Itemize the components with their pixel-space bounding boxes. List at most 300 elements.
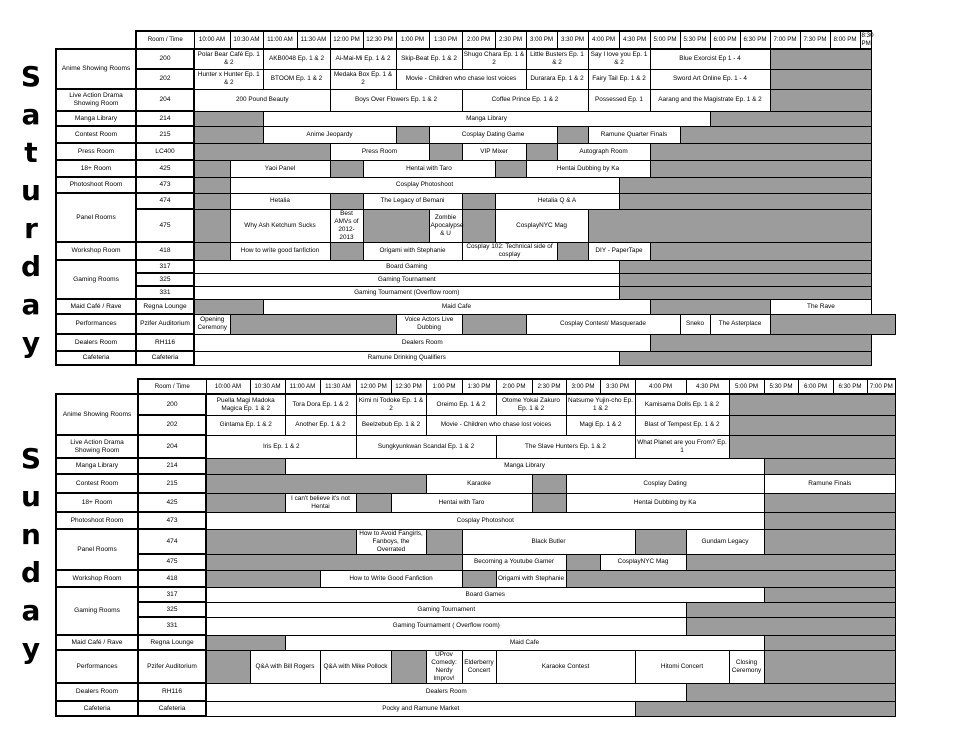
room-time-header: Room / Time	[136, 31, 194, 49]
room-number-331: 331	[136, 286, 194, 299]
event-i-can-t-believe-it-s-not-hentai: I can't believe it's not Hentai	[285, 493, 356, 512]
unavailable-slot	[230, 314, 396, 334]
room-name-manga-library: Manga Library	[56, 111, 136, 126]
event-beelzebub-ep-1-2: Beelzebub Ep. 1 & 2	[356, 415, 426, 435]
room-number-215: 215	[138, 474, 206, 493]
event-hetalia-q-a: Hetalia Q & A	[495, 193, 619, 209]
room-name-panel-rooms: Panel Rooms	[56, 529, 138, 570]
unavailable-slot	[635, 701, 896, 716]
unavailable-slot	[764, 635, 896, 650]
event-gaming-tournament: Gaming Tournament	[194, 273, 619, 286]
time-header-12-00-pm: 12:00 PM	[330, 31, 363, 49]
unavailable-slot	[619, 193, 872, 209]
unavailable-slot	[619, 286, 872, 299]
room-number-regna-lounge: Regna Lounge	[136, 299, 194, 314]
unavailable-slot	[770, 69, 872, 89]
room-name-anime-showing-rooms: Anime Showing Rooms	[56, 394, 138, 435]
unavailable-slot	[194, 193, 230, 209]
unavailable-slot	[462, 570, 496, 587]
time-header-3-30-pm: 3:30 PM	[600, 379, 635, 394]
unavailable-slot	[566, 554, 600, 570]
room-number-475: 475	[136, 209, 194, 242]
unavailable-slot	[729, 415, 896, 435]
event-the-rave: The Rave	[770, 299, 872, 314]
unavailable-slot	[686, 554, 896, 570]
time-header-7-00-pm: 7:00 PM	[867, 379, 896, 394]
unavailable-slot	[194, 242, 230, 260]
schedule-row	[56, 635, 896, 650]
room-number-cafeteria: Cafeteria	[136, 351, 194, 365]
room-number-325: 325	[138, 602, 206, 617]
event-opening-ceremony: Opening Ceremony	[194, 314, 230, 334]
unavailable-slot	[686, 602, 896, 617]
room-number-473: 473	[136, 177, 194, 193]
schedule-row	[56, 126, 896, 143]
event-ai-mai-mi-ep-1-2: Ai-Mai-Mi Ep. 1 & 2	[330, 49, 396, 69]
event-gaming-tournament-overflow-room: Gaming Tournament ( Overflow room)	[206, 617, 686, 635]
time-header-4-00-pm: 4:00 PM	[588, 31, 619, 49]
room-name-cafeteria: Cafeteria	[56, 701, 138, 716]
unavailable-slot	[194, 143, 330, 160]
event-best-amvs-of-2012-2013: Best AMVs of 2012-2013	[330, 209, 363, 242]
room-number-cafeteria: Cafeteria	[138, 701, 206, 716]
room-name-dealers-room: Dealers Room	[56, 334, 136, 351]
event-aarang-and-the-magistrate-ep-1-2: Aarang and the Magistrate Ep. 1 & 2	[650, 89, 770, 111]
time-header-2-00-pm: 2:00 PM	[496, 379, 532, 394]
event-hentai-dubbing-by-ka: Hentai Dubbing by Ka	[526, 160, 650, 177]
time-header-4-00-pm: 4:00 PM	[635, 379, 686, 394]
unavailable-slot	[532, 493, 566, 512]
event-vip-mixer: VIP Mixer	[462, 143, 526, 160]
schedule-row	[56, 529, 896, 554]
event-dealers-room: Dealers Room	[206, 683, 686, 701]
room-number-418: 418	[136, 242, 194, 260]
unavailable-slot	[764, 650, 896, 683]
schedule-row	[56, 650, 896, 683]
event-anime-jeopardy: Anime Jeopardy	[263, 126, 396, 143]
event-cosplay-102-technical-side-of-cosplay: Cosplay 102: Technical side of cosplay	[462, 242, 557, 260]
event-board-games: Board Games	[206, 587, 764, 602]
room-name-live-action-drama-showing-room: Live Action Drama Showing Room	[56, 435, 138, 458]
event-how-to-avoid-fangirls-fanboys-the-overrated: How to Avoid Fangirls, Fanboys, the Overrated	[356, 529, 426, 554]
event-blast-of-tempest-ep-1-2: Blast of Tempest Ep. 1 & 2	[635, 415, 729, 435]
event-movie-children-who-chase-lost-voices: Movie - Children who chase lost voices	[396, 69, 526, 89]
event-cosplay-contest-masquerade: Cosplay Contest/ Masquerade	[526, 314, 680, 334]
event-gundam-legacy: Gundam Legacy	[686, 529, 764, 554]
sunday-day-label: S u n d a y	[20, 442, 42, 665]
schedule-row	[56, 69, 896, 89]
event-puella-magi-madoka-magica-ep-1-2: Puella Magi Madoka Magica Ep. 1 & 2	[206, 394, 285, 415]
unavailable-slot	[764, 493, 896, 512]
time-header-3-00-pm: 3:00 PM	[566, 379, 600, 394]
room-number-214: 214	[138, 458, 206, 474]
unavailable-slot	[770, 89, 872, 111]
event-gintama-ep-1-2: Gintama Ep. 1 & 2	[206, 415, 285, 435]
time-header-5-30-pm: 5:30 PM	[680, 31, 710, 49]
event-voice-actors-live-dubbing: Voice Actors Live Dubbing	[396, 314, 462, 334]
room-name-photoshoot-room: Photoshoot Room	[56, 512, 138, 529]
time-header-7-00-pm: 7:00 PM	[770, 31, 800, 49]
unavailable-slot	[396, 126, 429, 143]
time-header-1-30-pm: 1:30 PM	[429, 31, 462, 49]
unavailable-slot	[206, 570, 320, 587]
unavailable-slot	[194, 209, 230, 242]
event-shugo-chara-ep-1-2: Shugo Chara Ep. 1 & 2	[462, 49, 526, 69]
room-number-425: 425	[136, 160, 194, 177]
event-otome-yokai-zakuro-ep-1-2: Otome Yokai Zakuro Ep. 1 & 2	[496, 394, 566, 415]
unavailable-slot	[557, 126, 588, 143]
header-corner	[56, 379, 138, 394]
unavailable-slot	[770, 49, 872, 69]
room-name-panel-rooms: Panel Rooms	[56, 193, 136, 242]
room-name-live-action-drama-showing-room: Live Action Drama Showing Room	[56, 89, 136, 111]
unavailable-slot	[462, 314, 526, 334]
schedule-row	[56, 260, 896, 273]
schedule-row	[56, 314, 896, 334]
unavailable-slot	[650, 160, 872, 177]
event-magi-ep-1-2: Magi Ep. 1 & 2	[566, 415, 635, 435]
event-durarara-ep-1-2: Durarara Ep. 1 & 2	[526, 69, 588, 89]
room-number-325: 325	[136, 273, 194, 286]
event-hetalia: Hetalia	[230, 193, 330, 209]
event-tora-dora-ep-1-2: Tora Dora Ep. 1 & 2	[285, 394, 356, 415]
schedule-row	[56, 435, 896, 458]
saturday-schedule-table	[55, 30, 896, 366]
event-press-room: Press Room	[330, 143, 429, 160]
unavailable-slot	[206, 474, 426, 493]
event-sneko: Sneko	[680, 314, 710, 334]
time-header-5-00-pm: 5:00 PM	[650, 31, 680, 49]
event-uprov-comedy-nerdy-improv: UProv Comedy: Nerdy Improv!	[426, 650, 462, 683]
schedule-row	[56, 351, 896, 365]
event-another-ep-1-2: Another Ep. 1 & 2	[285, 415, 356, 435]
event-gaming-tournament-overflow-room: Gaming Tournament (Overflow room)	[194, 286, 619, 299]
room-name-18-room: 18+ Room	[56, 160, 136, 177]
event-how-to-write-good-fanfiction: How to write good fanfiction	[230, 242, 330, 260]
room-number-474: 474	[136, 193, 194, 209]
time-header-3-30-pm: 3:30 PM	[557, 31, 588, 49]
event-maid-cafe: Maid Cafe	[285, 635, 764, 650]
room-name-press-room: Press Room	[56, 143, 136, 160]
time-header-2-30-pm: 2:30 PM	[495, 31, 526, 49]
room-name-gaming-rooms: Gaming Rooms	[56, 587, 138, 635]
schedule-row	[56, 160, 896, 177]
unavailable-slot	[650, 299, 770, 314]
event-zombie-apocalypse-u: Zombie Apocalypse & U	[429, 209, 462, 242]
unavailable-slot	[330, 193, 363, 209]
unavailable-slot	[619, 273, 872, 286]
unavailable-slot	[194, 160, 230, 177]
room-number-475: 475	[138, 554, 206, 570]
room-number-215: 215	[136, 126, 194, 143]
unavailable-slot	[635, 529, 686, 554]
sunday-schedule-table	[55, 378, 896, 717]
time-header-8-00-pm: 8:00 PM	[830, 31, 860, 49]
time-header-4-30-pm: 4:30 PM	[619, 31, 650, 49]
unavailable-slot	[764, 529, 896, 554]
unavailable-slot	[764, 587, 896, 602]
header-row	[56, 31, 896, 49]
event-yaoi-panel: Yaoi Panel	[230, 160, 330, 177]
unavailable-slot	[686, 617, 896, 635]
room-number-317: 317	[138, 587, 206, 602]
room-number-200: 200	[136, 49, 194, 69]
room-name-performances: Performances	[56, 650, 138, 683]
event-closing-ceremony: Closing Ceremony	[729, 650, 764, 683]
time-header-10-30-am: 10:30 AM	[250, 379, 285, 394]
room-number-214: 214	[136, 111, 194, 126]
room-number-473: 473	[138, 512, 206, 529]
event-q-a-with-bill-rogers: Q&A with Bill Rogers	[250, 650, 320, 683]
unavailable-slot	[650, 334, 872, 351]
event-cosplay-dating-game: Cosplay Dating Game	[429, 126, 557, 143]
schedule-row	[56, 701, 896, 716]
event-karaoke-contest: Karaoke Contest	[496, 650, 635, 683]
unavailable-slot	[710, 111, 872, 126]
unavailable-slot	[429, 143, 462, 160]
event-say-i-love-you-ep-1-2: Say I love you Ep. 1 & 2	[588, 49, 650, 69]
event-origami-with-stephanie: Origami with Stephanie	[496, 570, 566, 587]
room-number-425: 425	[138, 493, 206, 512]
event-karaoke: Karaoke	[426, 474, 532, 493]
room-number-204: 204	[136, 89, 194, 111]
event-black-butler: Black Butler	[462, 529, 635, 554]
schedule-row	[56, 111, 896, 126]
unavailable-slot	[391, 650, 426, 683]
schedule-row	[56, 273, 896, 286]
event-cosplay-photoshoot: Cosplay Photoshoot	[206, 512, 764, 529]
event-medaka-box-ep-1-2: Medaka Box Ep. 1 & 2	[330, 69, 396, 89]
schedule-row	[56, 602, 896, 617]
event-the-asterplace: The Asterplace	[710, 314, 770, 334]
room-number-rh116: RH116	[138, 683, 206, 701]
event-pocky-and-ramune-market: Pocky and Ramune Market	[206, 701, 635, 716]
schedule-row	[56, 143, 896, 160]
room-name-cafeteria: Cafeteria	[56, 351, 136, 365]
schedule-row	[56, 683, 896, 701]
event-why-ash-ketchum-sucks: Why Ash Ketchum Sucks	[230, 209, 330, 242]
room-name-gaming-rooms: Gaming Rooms	[56, 260, 136, 299]
unavailable-slot	[532, 474, 566, 493]
time-header-12-00-pm: 12:00 PM	[356, 379, 391, 394]
room-number-418: 418	[138, 570, 206, 587]
event-natsume-yujin-cho-ep-1-2: Natsume Yujin-cho Ep. 1 & 2	[566, 394, 635, 415]
schedule-row	[56, 49, 896, 69]
unavailable-slot	[495, 160, 526, 177]
unavailable-slot	[462, 209, 495, 242]
schedule-row	[56, 242, 896, 260]
unavailable-slot	[686, 683, 896, 701]
room-number-202: 202	[136, 69, 194, 89]
event-ramune-quarter-finals: Ramune Quarter Finals	[588, 126, 680, 143]
schedule-row	[56, 554, 896, 570]
schedule-row	[56, 193, 896, 209]
header-corner	[56, 31, 136, 49]
time-header-10-00-am: 10:00 AM	[194, 31, 230, 49]
header-row	[56, 379, 896, 394]
event-movie-children-who-chase-lost-voices: Movie - Children who chase lost voices	[426, 415, 566, 435]
time-header-2-00-pm: 2:00 PM	[462, 31, 495, 49]
event-blue-exorcist-ep-1-4: Blue Exorcist Ep 1 - 4	[650, 49, 770, 69]
event-cosplaynyc-mag: CosplayNYC Mag	[495, 209, 588, 242]
event-manga-library: Manga Library	[263, 111, 710, 126]
event-maid-cafe: Maid Cafe	[263, 299, 650, 314]
event-ramune-drinking-qualifiers: Ramune Drinking Qualifiers	[194, 351, 619, 365]
event-polar-bear-caf-ep-1-2: Polar Bear Café Ep. 1 & 2	[194, 49, 263, 69]
unavailable-slot	[729, 394, 896, 415]
event-hunter-x-hunter-ep-1-2: Hunter x Hunter Ep. 1 & 2	[194, 69, 263, 89]
time-header-6-00-pm: 6:00 PM	[710, 31, 740, 49]
time-header-10-00-am: 10:00 AM	[206, 379, 250, 394]
time-header-8-30-pm: 8:30 PM	[861, 32, 874, 47]
schedule-row	[56, 286, 896, 299]
event-cosplaynyc-mag: CosplayNYC Mag	[600, 554, 686, 570]
room-name-18-room: 18+ Room	[56, 493, 138, 512]
unavailable-slot	[194, 111, 263, 126]
unavailable-slot	[526, 143, 557, 160]
unavailable-slot	[206, 554, 462, 570]
event-kamisama-dolls-ep-1-2: Kamisama Dolls Ep. 1 & 2	[635, 394, 729, 415]
schedule-row	[56, 415, 896, 435]
schedule-row	[56, 89, 896, 111]
event-elderberry-concert: Elderberry Concert	[462, 650, 496, 683]
schedule-row	[56, 512, 896, 529]
event-akb0048-ep-1-2: AKB0048 Ep. 1 & 2	[263, 49, 330, 69]
unavailable-slot	[194, 299, 263, 314]
unavailable-slot	[206, 493, 285, 512]
event-board-gaming: Board Gaming	[194, 260, 619, 273]
unavailable-slot	[680, 126, 872, 143]
room-number-204: 204	[138, 435, 206, 458]
time-header-6-00-pm: 6:00 PM	[798, 379, 833, 394]
event-the-slave-hunters-ep-1-2: The Slave Hunters Ep. 1 & 2	[496, 435, 635, 458]
time-header-12-30-pm: 12:30 PM	[363, 31, 396, 49]
room-number-317: 317	[136, 260, 194, 273]
event-cosplay-photoshoot: Cosplay Photoshoot	[230, 177, 619, 193]
room-name-workshop-room: Workshop Room	[56, 242, 136, 260]
unavailable-slot	[770, 314, 896, 334]
schedule-row	[56, 209, 896, 242]
room-name-workshop-room: Workshop Room	[56, 570, 138, 587]
event-oreimo-ep-1-2: Oreimo Ep. 1 & 2	[426, 394, 496, 415]
time-header-1-00-pm: 1:00 PM	[396, 31, 429, 49]
unavailable-slot	[330, 160, 363, 177]
unavailable-slot	[619, 351, 872, 365]
unavailable-slot	[206, 635, 285, 650]
unavailable-slot	[650, 143, 872, 160]
event-fairy-tail-ep-1-2: Fairy Tail Ep. 1 & 2	[588, 69, 650, 89]
event-200-pound-beauty: 200 Pound Beauty	[194, 89, 330, 111]
time-header-6-30-pm: 6:30 PM	[740, 31, 770, 49]
event-skip-beat-ep-1-2: Skip-Beat Ep. 1 & 2	[396, 49, 462, 69]
unavailable-slot	[764, 458, 896, 474]
event-hentai-dubbing-by-ka: Hentai Dubbing by Ka	[566, 493, 764, 512]
time-header-10-30-am: 10:30 AM	[230, 31, 263, 49]
time-header-6-30-pm: 6:30 PM	[833, 379, 867, 394]
room-number-regna-lounge: Regna Lounge	[138, 635, 206, 650]
room-number-331: 331	[138, 617, 206, 635]
schedule-row	[56, 587, 896, 602]
unavailable-slot	[588, 209, 872, 242]
room-number-pzifer-auditorium: Pzifer Auditorium	[136, 314, 194, 334]
time-header-5-00-pm: 5:00 PM	[729, 379, 764, 394]
room-time-header: Room / Time	[138, 379, 206, 394]
event-boys-over-flowers-ep-1-2: Boys Over Flowers Ep. 1 & 2	[330, 89, 462, 111]
time-header-11-30-am: 11:30 AM	[297, 31, 330, 49]
unavailable-slot	[356, 493, 391, 512]
room-number-rh116: RH116	[136, 334, 194, 351]
event-what-planet-are-you-from-ep-1: What Planet are you From? Ep. 1	[635, 435, 729, 458]
schedule-row	[56, 334, 896, 351]
time-header-11-30-am: 11:30 AM	[320, 379, 356, 394]
time-header-5-30-pm: 5:30 PM	[764, 379, 798, 394]
schedule-row	[56, 394, 896, 415]
event-iris-ep-1-2: Iris Ep. 1 & 2	[206, 435, 356, 458]
unavailable-slot	[650, 242, 872, 260]
room-number-474: 474	[138, 529, 206, 554]
event-dealers-room: Dealers Room	[194, 334, 650, 351]
event-hentai-with-taro: Hentai with Taro	[391, 493, 532, 512]
event-btoom-ep-1-2: BTOOM Ep. 1 & 2	[263, 69, 330, 89]
room-name-anime-showing-rooms: Anime Showing Rooms	[56, 49, 136, 89]
room-name-photoshoot-room: Photoshoot Room	[56, 177, 136, 193]
unavailable-slot	[764, 512, 896, 529]
room-name-dealers-room: Dealers Room	[56, 683, 138, 701]
unavailable-slot	[557, 242, 588, 260]
time-header-1-00-pm: 1:00 PM	[426, 379, 462, 394]
event-cosplay-dating: Cosplay Dating	[566, 474, 764, 493]
schedule-row	[56, 458, 896, 474]
unavailable-slot	[206, 458, 285, 474]
room-number-pzifer-auditorium: Pzifer Auditorium	[138, 650, 206, 683]
event-kimi-ni-todoke-ep-1-2: Kimi ni Todoke Ep. 1 & 2	[356, 394, 426, 415]
schedule-row	[56, 493, 896, 512]
unavailable-slot	[462, 193, 495, 209]
unavailable-slot	[363, 209, 429, 242]
event-manga-library: Manga Library	[285, 458, 764, 474]
schedule-row	[56, 177, 896, 193]
schedule-row	[56, 299, 896, 314]
event-the-legacy-of-bemani: The Legacy of Bemani	[363, 193, 462, 209]
event-autograph-room: Autograph Room	[557, 143, 650, 160]
room-name-contest-room: Contest Room	[56, 474, 138, 493]
schedule-row	[56, 570, 896, 587]
unavailable-slot	[194, 126, 263, 143]
time-header-3-00-pm: 3:00 PM	[526, 31, 557, 49]
time-header-7-30-pm: 7:30 PM	[800, 31, 830, 49]
unavailable-slot	[206, 529, 356, 554]
time-header-1-30-pm: 1:30 PM	[462, 379, 496, 394]
room-name-performances: Performances	[56, 314, 136, 334]
event-ramune-finals: Ramune Finals	[764, 474, 896, 493]
unavailable-slot	[619, 177, 872, 193]
time-header-4-30-pm: 4:30 PM	[686, 379, 729, 394]
room-number-202: 202	[138, 415, 206, 435]
event-becoming-a-youtube-gamer: Becoming a Youtube Gamer	[462, 554, 566, 570]
room-name-contest-room: Contest Room	[56, 126, 136, 143]
time-header-2-30-pm: 2:30 PM	[532, 379, 566, 394]
unavailable-slot	[194, 177, 230, 193]
event-hitomi-concert: Hitomi Concert	[635, 650, 729, 683]
event-little-busters-ep-1-2: Little Busters Ep. 1 & 2	[526, 49, 588, 69]
room-number-200: 200	[138, 394, 206, 415]
event-gaming-tournament: Gaming Tournament	[206, 602, 686, 617]
room-name-maid-caf-rave: Maid Café / Rave	[56, 299, 136, 314]
event-sword-art-online-ep-1-4: Sword Art Online Ep. 1 - 4	[650, 69, 770, 89]
schedule-row	[56, 474, 896, 493]
unavailable-slot	[206, 650, 250, 683]
event-coffee-prince-ep-1-2: Coffee Prince Ep. 1 & 2	[462, 89, 588, 111]
